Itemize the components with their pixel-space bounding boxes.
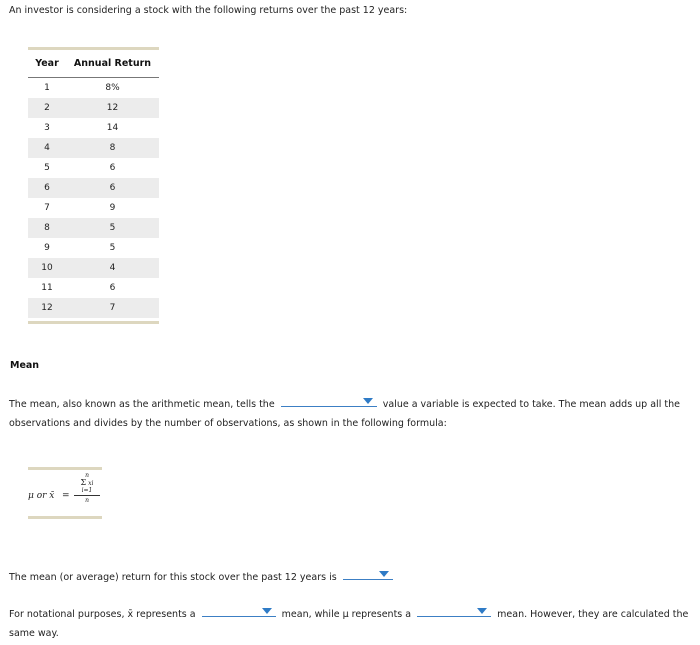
- return-cell: 8%: [105, 83, 120, 93]
- return-cell: 6: [109, 163, 116, 173]
- return-cell: 8: [109, 143, 116, 153]
- return-cell: 9: [109, 203, 116, 213]
- dropdown-arrow-icon: [379, 571, 389, 577]
- formula-body: [28, 470, 102, 516]
- question-mean-text: The mean (or average) return for this stock over the past 12 years is: [9, 572, 337, 583]
- mean-text-1: The mean, also known as the arithmetic mean, tells the: [9, 399, 275, 410]
- return-cell: 7: [109, 303, 116, 313]
- return-cell: 4: [109, 263, 116, 273]
- dropdown-arrow-icon: [363, 398, 373, 404]
- table-row: [28, 158, 159, 178]
- year-cell: 9: [44, 243, 50, 253]
- return-cell: 5: [109, 223, 116, 233]
- year-cell: 1: [44, 83, 50, 93]
- dropdown-arrow-icon: [477, 608, 487, 614]
- sample-mean-dropdown[interactable]: [202, 604, 276, 617]
- sum-row: [74, 479, 100, 487]
- sum-term: xi: [88, 480, 94, 487]
- notation-text-4: same way.: [9, 628, 59, 639]
- year-cell: 10: [41, 263, 53, 273]
- return-cell: 6: [109, 183, 116, 193]
- mean-return-dropdown[interactable]: [343, 567, 393, 580]
- year-cell: 6: [44, 183, 50, 193]
- notation-text-1: For notational purposes, x̄ represents a: [9, 609, 196, 620]
- population-mean-dropdown[interactable]: [417, 604, 491, 617]
- table-row: [28, 198, 159, 218]
- year-cell: 2: [44, 103, 50, 113]
- dropdown-arrow-icon: [262, 608, 272, 614]
- header-annual-return: Annual Return: [73, 58, 152, 69]
- question-notation: [9, 604, 693, 643]
- formula-bottom-rule: [28, 516, 102, 519]
- intro-text: An investor is considering a stock with the following returns over the past 12 years:: [9, 5, 408, 16]
- header-year: Year: [35, 58, 59, 69]
- table-row: [28, 218, 159, 238]
- table-bottom-rule: [28, 321, 159, 324]
- year-cell: 11: [41, 283, 53, 293]
- returns-table: [28, 47, 159, 324]
- formula-lhs: μ or x̄: [28, 491, 55, 501]
- table-row: [28, 178, 159, 198]
- question-mean-return: [9, 567, 693, 587]
- table-row: [28, 278, 159, 298]
- year-cell: 3: [44, 123, 50, 133]
- formula-denominator: n: [85, 497, 89, 504]
- table-row: [28, 118, 159, 138]
- mean-formula: [28, 467, 102, 519]
- table-row: [28, 238, 159, 258]
- return-cell: 14: [106, 123, 119, 133]
- mean-paragraph: [9, 394, 693, 433]
- section-heading-mean: Mean: [10, 360, 40, 371]
- sum-upper-limit: n: [85, 472, 89, 479]
- mean-text-3: observations and divides by the number of observations, as shown in the following formula:: [9, 418, 447, 429]
- fraction-line: [74, 495, 100, 496]
- mean-text-2: value a variable is expected to take. The mean adds up all the: [382, 399, 680, 410]
- formula-fraction: [74, 472, 100, 504]
- table-row: [28, 138, 159, 158]
- table-row: [28, 78, 159, 98]
- return-cell: 12: [106, 103, 119, 113]
- table-row: [28, 298, 159, 318]
- year-cell: 7: [44, 203, 50, 213]
- notation-text-3: mean. However, they are calculated the: [497, 609, 689, 620]
- year-cell: 5: [44, 163, 50, 173]
- year-cell: 8: [44, 223, 50, 233]
- table-header: [28, 50, 159, 78]
- return-cell: 5: [109, 243, 116, 253]
- year-cell: 12: [41, 303, 53, 313]
- sigma-icon: Σ: [80, 478, 87, 487]
- formula-equals: =: [62, 491, 70, 501]
- mean-dropdown-1[interactable]: [281, 394, 377, 407]
- table-row: [28, 98, 159, 118]
- return-cell: 6: [109, 283, 116, 293]
- table-row: [28, 258, 159, 278]
- sum-lower-limit: i=1: [81, 487, 93, 494]
- year-cell: 4: [44, 143, 50, 153]
- notation-text-2: mean, while μ represents a: [281, 609, 412, 620]
